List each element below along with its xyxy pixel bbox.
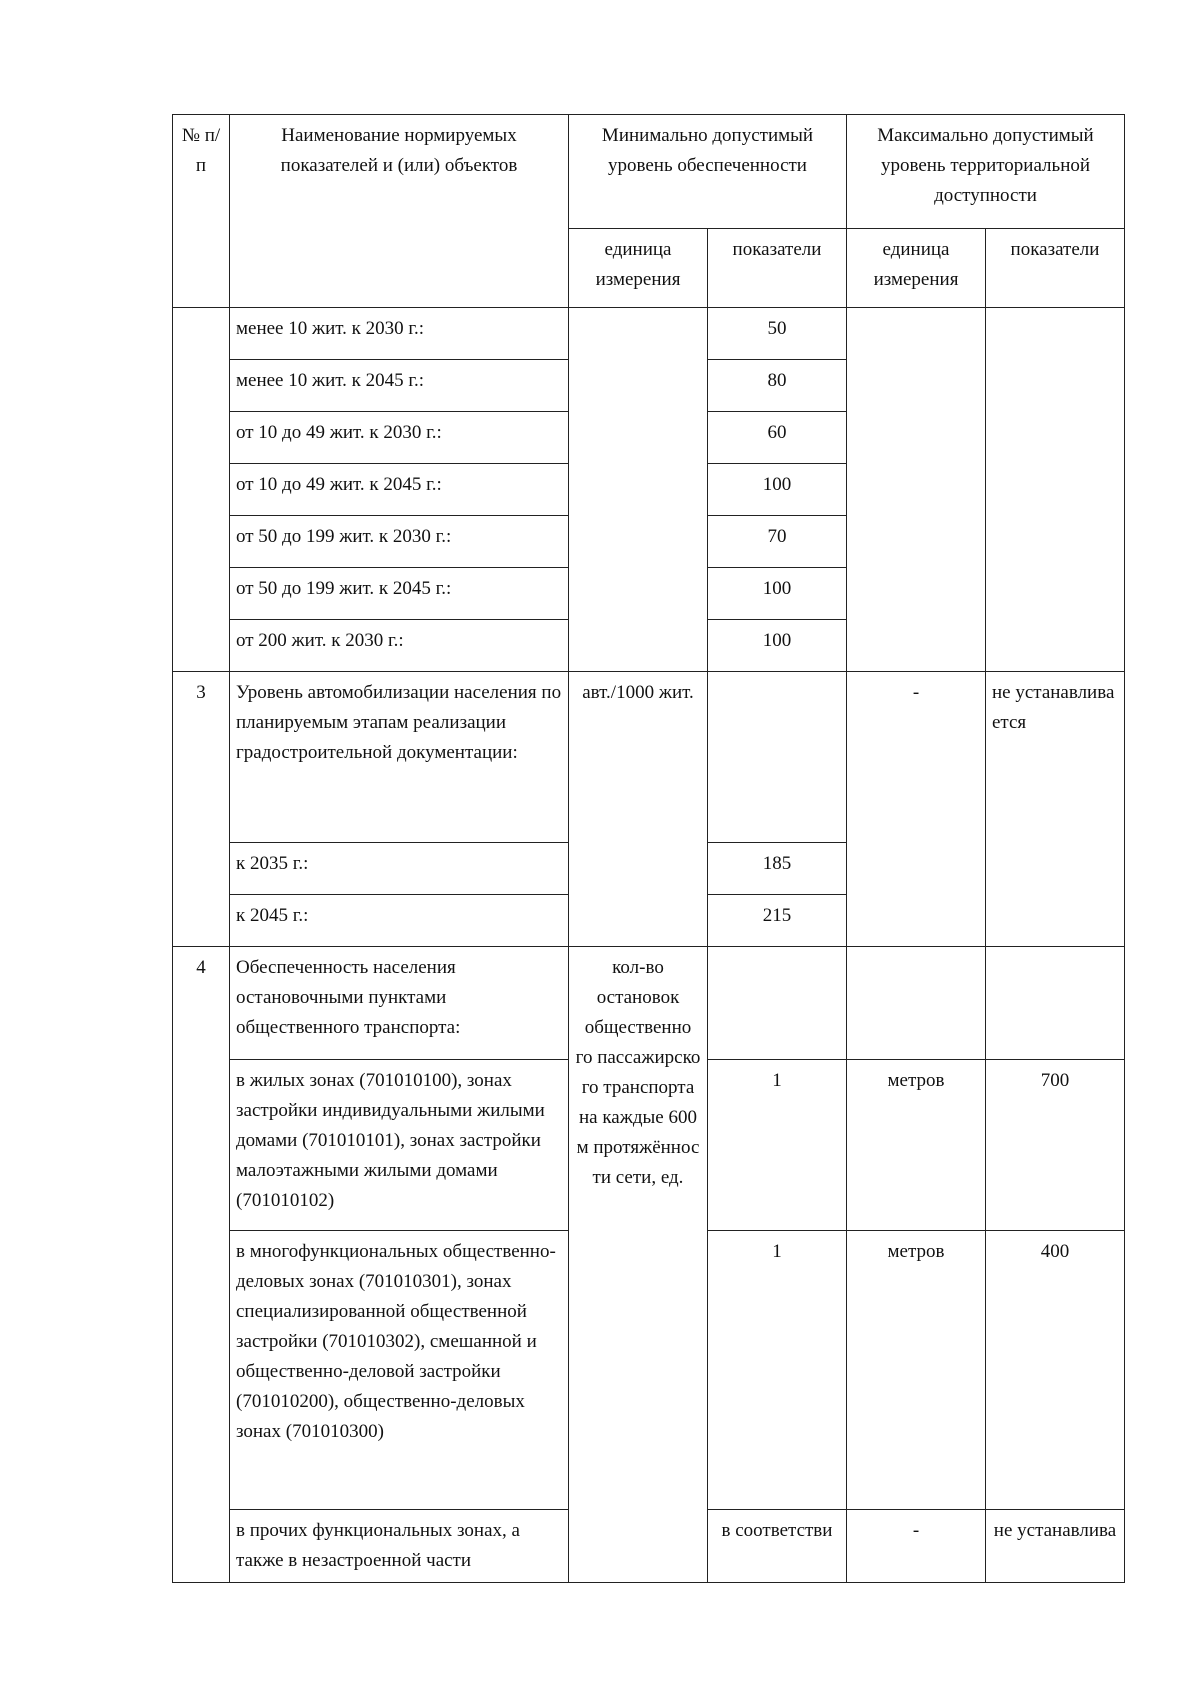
block1-num <box>173 308 230 672</box>
block1-max-value <box>986 308 1125 672</box>
block4-value-empty <box>708 947 847 1060</box>
header-num: № п/п <box>173 115 230 308</box>
block1-row-name: менее 10 жит. к 2030 г.: <box>230 308 569 360</box>
block4-num: 4 <box>173 947 230 1583</box>
block4-row-max-unit: - <box>847 1510 986 1583</box>
block1-row-name: от 50 до 199 жит. к 2045 г.: <box>230 568 569 620</box>
block1-row-value: 80 <box>708 360 847 412</box>
block3-row-value: 185 <box>708 843 847 895</box>
block3-row-value: 215 <box>708 895 847 947</box>
block1-row-value: 100 <box>708 464 847 516</box>
header-min-indicators: показатели <box>708 228 847 307</box>
block1-row-value: 50 <box>708 308 847 360</box>
header-name: Наименование нормируемых показателей и (или) объектов <box>230 115 569 308</box>
block1-row-value: 100 <box>708 568 847 620</box>
block4-row-value: 1 <box>708 1060 847 1231</box>
block4-row-name: в жилых зонах (701010100), зонах застройки индивидуальными жилыми домами (701010101), зонах застройки малоэтажными жилыми домами (701010102) <box>230 1060 569 1231</box>
table-row <box>173 308 1125 360</box>
block3-max-unit: - <box>847 672 986 947</box>
block3-value-empty <box>708 672 847 843</box>
block4-row-max-unit: метров <box>847 1060 986 1231</box>
table-row <box>173 947 1125 1060</box>
block3-max-value: не устанавлива ется <box>986 672 1125 947</box>
block4-row-max-value: не устанавлива <box>986 1510 1125 1583</box>
header-max-level: Максимально допустимый уровень территориальной доступности <box>847 115 1125 229</box>
block4-max-unit-empty <box>847 947 986 1060</box>
block3-row-name: к 2045 г.: <box>230 895 569 947</box>
block4-max-value-empty <box>986 947 1125 1060</box>
header-max-indicators: показатели <box>986 228 1125 307</box>
block1-row-name: от 200 жит. к 2030 г.: <box>230 620 569 672</box>
block4-row-max-value: 700 <box>986 1060 1125 1231</box>
block3-num: 3 <box>173 672 230 947</box>
header-min-level: Минимально допустимый уровень обеспеченности <box>569 115 847 229</box>
block4-title: Обеспеченность населения остановочными пунктами общественного транспорта: <box>230 947 569 1060</box>
norms-table <box>172 114 1125 1583</box>
block4-row-value: 1 <box>708 1231 847 1510</box>
block3-unit: авт./1000 жит. <box>569 672 708 947</box>
header-min-unit: единица измерения <box>569 228 708 307</box>
block4-row-value: в соответстви <box>708 1510 847 1583</box>
header-max-unit: единица измерения <box>847 228 986 307</box>
block4-row-name: в многофункциональных общественно-деловых зонах (701010301), зонах специализированной общественной застройки (701010302), смешанной и общественно-деловой застройки (701010200), общественно-деловых зонах (701010300) <box>230 1231 569 1510</box>
table-row <box>173 672 1125 843</box>
block1-row-value: 100 <box>708 620 847 672</box>
header-row-top <box>173 115 1125 229</box>
block1-row-name: от 50 до 199 жит. к 2030 г.: <box>230 516 569 568</box>
block1-row-name: от 10 до 49 жит. к 2030 г.: <box>230 412 569 464</box>
block1-max-unit <box>847 308 986 672</box>
block3-title: Уровень автомобилизации населения по планируемым этапам реализации градостроительной документации: <box>230 672 569 843</box>
block4-row-name: в прочих функциональных зонах, а также в незастроенной части <box>230 1510 569 1583</box>
block1-row-name: от 10 до 49 жит. к 2045 г.: <box>230 464 569 516</box>
block1-row-name: менее 10 жит. к 2045 г.: <box>230 360 569 412</box>
block4-row-max-value: 400 <box>986 1231 1125 1510</box>
block4-unit: кол-во остановок общественно го пассажирско го транспорта на каждые 600 м протяжённос ти сети, ед. <box>569 947 708 1583</box>
block1-row-value: 60 <box>708 412 847 464</box>
block4-row-max-unit: метров <box>847 1231 986 1510</box>
block1-unit <box>569 308 708 672</box>
block3-row-name: к 2035 г.: <box>230 843 569 895</box>
block1-row-value: 70 <box>708 516 847 568</box>
